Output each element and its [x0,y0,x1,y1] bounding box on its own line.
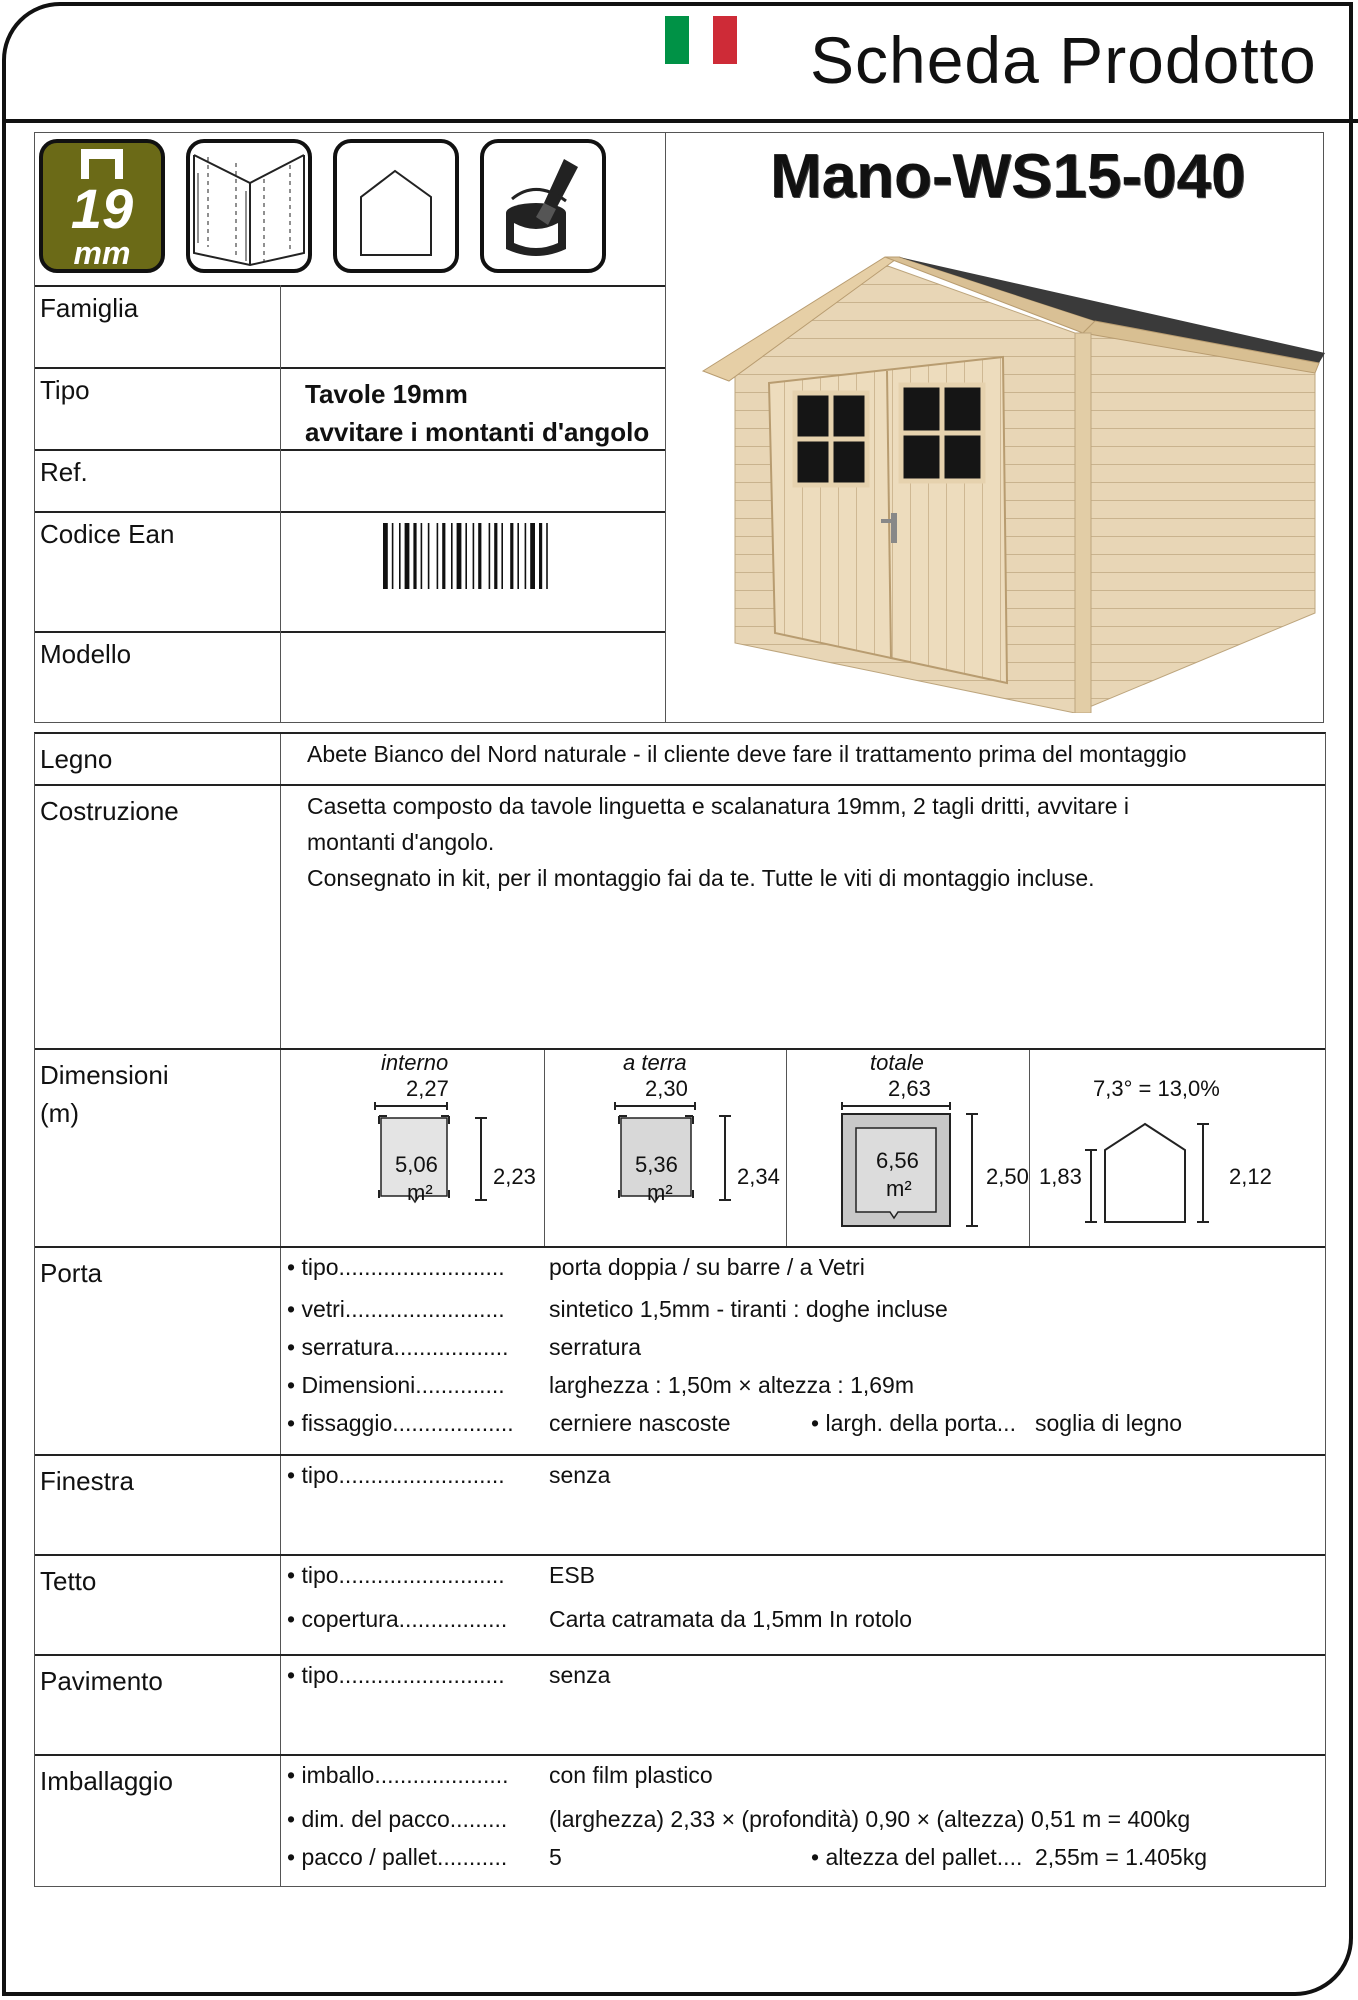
legno-label: Legno [40,744,113,774]
tetto-item-tipo: • tipo.......................... [287,1562,505,1588]
porta-value-serratura: serratura [549,1334,642,1360]
paint-treatment-icon [480,139,606,273]
model-code: Mano-WS15-040 [770,142,1246,211]
plank-thickness-icon [39,139,165,273]
row-ref [35,449,665,513]
barcode-bar [383,523,388,589]
italian-flag-icon [665,16,737,64]
dim-totale-depth: 2,50 [986,1164,1029,1189]
dim-interno-depth: 2,23 [493,1164,536,1189]
tipo-value-line1: Tavole 19mm [305,379,468,409]
imballaggio-column-divider [280,1756,281,1886]
barcode-bar [546,523,548,589]
porta-label: Porta [40,1258,103,1288]
porta-value-vetri: sintetico 1,5mm - tiranti : doghe incluse [549,1296,948,1322]
section-costruzione [35,786,1325,1050]
porta-extra-value: soglia di legno [1035,1410,1183,1436]
roof-ridge-height: 2,12 [1229,1164,1272,1189]
dim-interno-title: interno [381,1050,449,1075]
imballaggio-item-dim-pacco: • dim. del pacco......... [287,1806,508,1832]
section-finestra [35,1456,1325,1556]
tetto-value-copertura: Carta catramata da 1,5mm In rotolo [549,1606,913,1632]
codice-ean-label: Codice Ean [40,519,175,549]
dim-a-terra-title: a terra [623,1050,687,1075]
dim-interno-area: 5,06 [395,1152,438,1177]
a-terra-plan-icon [611,1102,761,1212]
barcode-bar [405,523,410,589]
page-title: Scheda Prodotto [810,23,1317,97]
pavimento-label: Pavimento [40,1666,163,1696]
barcode-bar [525,523,527,589]
ref-label: Ref. [40,457,88,487]
barcode-bar [442,523,445,589]
imballaggio-extra-key: • altezza del pallet.... [811,1844,1023,1870]
label-column-divider [280,285,281,723]
imballaggio-item-pacco-pallet: • pacco / pallet........... [287,1844,508,1870]
barcode-bar [421,523,423,589]
imballaggio-value-dim-pacco: (larghezza) 2,33 × (profondità) 0,90 × (altezza) 0,51 m = 400kg [549,1806,1191,1832]
famiglia-label: Famiglia [40,293,139,323]
porta-value-dimensioni: larghezza : 1,50m × altezza : 1,69m [549,1372,915,1398]
dim-a-terra-depth: 2,34 [737,1164,780,1189]
row-codice-ean [35,511,665,633]
product-summary [34,132,1324,723]
costruzione-line3: Consegnato in kit, per il montaggio fai da te. Tutte le viti di montaggio incluse. [307,865,1095,891]
modello-label: Modello [40,639,132,669]
porta-item-tipo: • tipo.......................... [287,1254,505,1280]
interno-plan-icon [371,1102,521,1212]
image-column-divider [665,133,666,723]
finestra-value-tipo: senza [549,1462,611,1488]
section-tetto [35,1556,1325,1656]
totale-plan-icon [836,1102,1006,1232]
dimension-diagrams [280,1050,1325,1246]
dim-roof [1029,1050,1325,1246]
section-legno [35,734,1325,786]
legno-column-divider [280,734,281,784]
dim-a-terra-area: 5,36 [635,1152,678,1177]
dim-totale-area: 6,56 [876,1148,919,1173]
roof-wall-height: 1,83 [1039,1164,1082,1189]
shed-illustration [695,213,1335,713]
dimensioni-label [40,1056,169,1132]
barcode-bar [457,523,462,589]
tipo-value [305,375,649,451]
pavimento-column-divider [280,1656,281,1754]
porta-item-vetri: • vetri......................... [287,1296,505,1322]
barcode-bar [465,523,467,589]
dim-a-terra-width: 2,30 [645,1076,688,1101]
barcode-bar [473,523,475,589]
costruzione-label: Costruzione [40,796,179,826]
imballaggio-label: Imballaggio [40,1766,173,1796]
porta-item-serratura: • serratura.................. [287,1334,509,1360]
dim-totale [786,1050,1030,1246]
thickness-unit: mm [73,235,131,271]
imballaggio-item-imballo: • imballo..................... [287,1762,509,1788]
porta-value-fissaggio: cerniere nascoste [549,1410,731,1436]
porta-item-dimensioni: • Dimensioni.............. [287,1372,505,1398]
barcode [383,523,593,589]
corner-joint-icon [186,139,312,273]
barcode-bar [539,523,542,589]
barcode-bar [428,523,430,589]
barcode-bar [399,523,401,589]
pavimento-item-tipo: • tipo.......................... [287,1662,505,1688]
header-divider [6,119,1358,123]
barcode-bar [494,523,497,589]
barcode-bar [530,523,535,589]
thickness-number: 19 [70,177,134,240]
row-tipo [35,367,665,451]
tipo-value-line2: avvitare i montanti d'angolo [305,417,650,447]
spec-table [34,732,1326,1887]
tetto-item-copertura: • copertura................. [287,1606,508,1632]
product-sheet [34,132,1324,1870]
tetto-label: Tetto [40,1566,97,1596]
dim-totale-unit: m² [886,1176,912,1201]
row-famiglia [35,285,665,369]
costruzione-line2: montanti d'angolo. [307,829,495,855]
row-modello [35,631,665,715]
section-pavimento [35,1656,1325,1756]
feature-icons [39,139,639,274]
costruzione-line1: Casetta composto da tavole linguetta e scalanatura 19mm, 2 tagli dritti, avvitare i [307,793,1130,819]
dim-a-terra-unit: m² [647,1180,673,1205]
roof-slope: 7,3° = 13,0% [1093,1076,1220,1101]
finestra-item-tipo: • tipo.......................... [287,1462,505,1488]
dim-interno-width: 2,27 [406,1076,449,1101]
imballaggio-value-pacco-pallet: 5 [549,1844,562,1870]
imballaggio-value-imballo: con film plastico [549,1762,713,1788]
dim-interno [280,1050,545,1246]
costruzione-text [307,788,1315,896]
porta-item-fissaggio: • fissaggio................... [287,1410,514,1436]
dim-a-terra [543,1050,787,1246]
dimensioni-label-line2: (m) [40,1098,79,1128]
barcode-bar [413,523,416,589]
finestra-column-divider [280,1456,281,1554]
section-imballaggio [35,1756,1325,1886]
legno-text: Abete Bianco del Nord naturale - il cliente deve fare il trattamento prima del montaggio [307,741,1187,767]
dim-interno-unit: m² [407,1180,433,1205]
dimensioni-label-line1: Dimensioni [40,1060,169,1090]
tetto-value-tipo: ESB [549,1562,596,1588]
imballaggio-extra-value: 2,55m = 1.405kg [1035,1844,1207,1870]
tipo-label: Tipo [40,375,90,405]
barcode-bar [510,523,513,589]
section-porta [35,1248,1325,1456]
barcode-bar [478,523,481,589]
barcode-bar [489,523,491,589]
barcode-bar [451,523,453,589]
porta-column-divider [280,1248,281,1454]
dim-totale-width: 2,63 [888,1076,931,1101]
section-dimensioni [35,1050,1325,1248]
barcode-bar [437,523,439,589]
porta-value-tipo: porta doppia / su barre / a Vetri [549,1254,865,1280]
barcode-bar [392,523,394,589]
porta-extra-key: • largh. della porta... [811,1410,1016,1436]
dim-totale-title: totale [870,1050,924,1075]
costruzione-column-divider [280,786,281,1048]
house-profile-icon [333,139,459,273]
pavimento-value-tipo: senza [549,1662,611,1688]
barcode-bar [501,523,503,589]
finestra-label: Finestra [40,1466,134,1496]
tetto-column-divider [280,1556,281,1654]
barcode-bar [517,523,519,589]
